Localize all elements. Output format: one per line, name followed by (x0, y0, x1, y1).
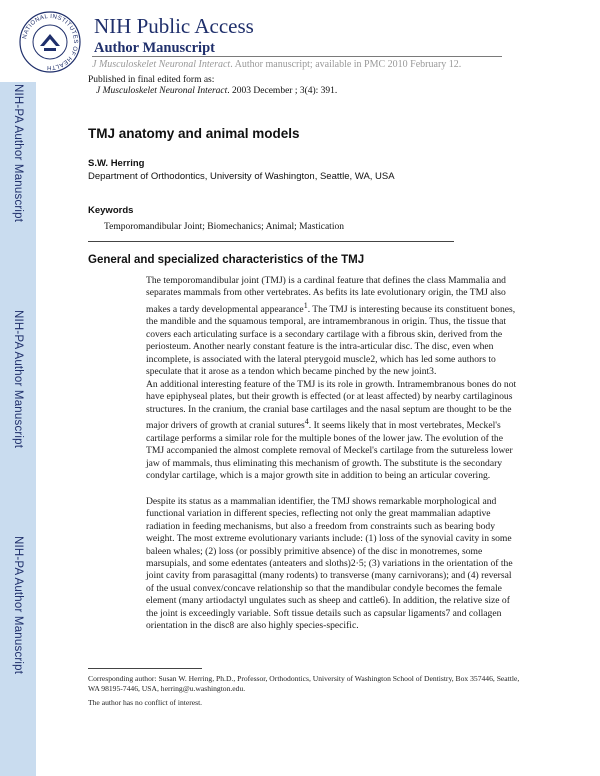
keywords-divider (88, 241, 454, 242)
nih-public-access-title: NIH Public Access (94, 14, 254, 38)
svg-text:NATIONAL INSTITUTES OF HEALTH (22, 14, 78, 70)
keywords-list: Temporomandibular Joint; Biomechanics; Animal; Mastication (104, 222, 344, 232)
availability-note: J Musculoskelet Neuronal Interact. Author manuscript; available in PMC 2010 February 12. (92, 59, 462, 70)
conflict-footnote: The author has no conflict of interest. (88, 698, 203, 707)
citation: J Musculoskelet Neuronal Interact. 2003 December ; 3(4): 391. (96, 86, 338, 96)
paragraph-3: Despite its status as a mammalian identifier, the TMJ shows remarkable morphological and functional variation in different species, reflecting not only the great mammalian adaptive radiation in feeding mechanisms, but also a freedom from constraints such as bearing body weight. The most extreme evolutionary variants include: (1) loss of the synovial cavity in some baleen whales; (2) loss (or possibly primitive absence) of the disc in monotremes, some marsupials, and some edentates (anteaters and sloths)2·5; (3) variations in the orientation of the joint cavity from parasagittal (many rodents) to transverse (many carnivorans); and (4) reversal of the usual convex/concave relationship so that the mandibular condyle becomes the female element (many artiodactyl ungulates such as sheep and cattle6). In addition, the relative size of the joint is exceedingly variable. Soft tissue details such as capsular ligaments7 and collagen orientation in the disc8 are also highly species-specific. (146, 496, 513, 632)
logo-ring-text: NATIONAL INSTITUTES OF HEALTH (22, 13, 79, 71)
author-manuscript-label: Author Manuscript (94, 40, 215, 56)
section-heading: General and specialized characteristics of the TMJ (88, 254, 365, 266)
corresponding-author-footnote: Corresponding author: Susan W. Herring, Ph.D., Professor, Orthodontics, University of Washington School of Dentistry, Box 357446, Seattle, WA 98195-7446, USA, herring@u.washington.edu. (88, 674, 520, 693)
article-title: TMJ anatomy and animal models (88, 126, 300, 141)
ref-1-superscript: 1 (303, 300, 308, 310)
keywords-heading: Keywords (88, 205, 134, 216)
author-name: S.W. Herring (88, 158, 145, 169)
paragraph-1: The temporomandibular joint (TMJ) is a cardinal feature that defines the class Mammalia and separates mammals from other vertebrates. As befits its late evolutionary origin, the TMJ also makes a tardy developmental appearance$^1$. The TMJ is interesting because its constituent bones, the mandible and the squamous temporal, are intramembranous in origin. Thus, the tissue that covers each articulating surface is a secondary cartilage with a fibrous skin, derived from the periosteum. Another nearly constant feature is the intra-articular disc. The disc, even when incomplete, is associated with the lateral pterygoid muscle2, which has led some authors to speculate that it arose as a tendon which became pinched by the new joint3. (146, 275, 516, 378)
author-affiliation: Department of Orthodontics, University of Washington, Seattle, WA, USA (88, 171, 395, 182)
footnote-divider (88, 668, 202, 669)
ref-4-superscript: 4 (304, 417, 309, 427)
paragraph-2: An additional interesting feature of the TMJ is its role in growth. Intramembranous bones do not have epiphyseal plates, but their growth is effected (or at least affected) by nearby cartilaginous structures. In the cranium, the cranial base cartilages and the nasal septum are thought to be the major drivers of growth at cranial sutures$^4$. It seems likely that in most vertebrates, Meckel's cartilage performs a similar role for the multiple bones of the lower jaw. The evolution of the TMJ accompanied the almost complete removal of Meckel's cartilage from the sutureless lower jaw of mammals, thus eliminating this mechanism of growth. The substitute is the secondary condylar cartilage, which is a major growth site in addition to being an articular covering. (146, 379, 517, 482)
nih-logo (18, 10, 82, 74)
published-label: Published in final edited form as: (88, 75, 215, 85)
header-divider (92, 56, 502, 57)
eagle-icon (40, 34, 60, 51)
